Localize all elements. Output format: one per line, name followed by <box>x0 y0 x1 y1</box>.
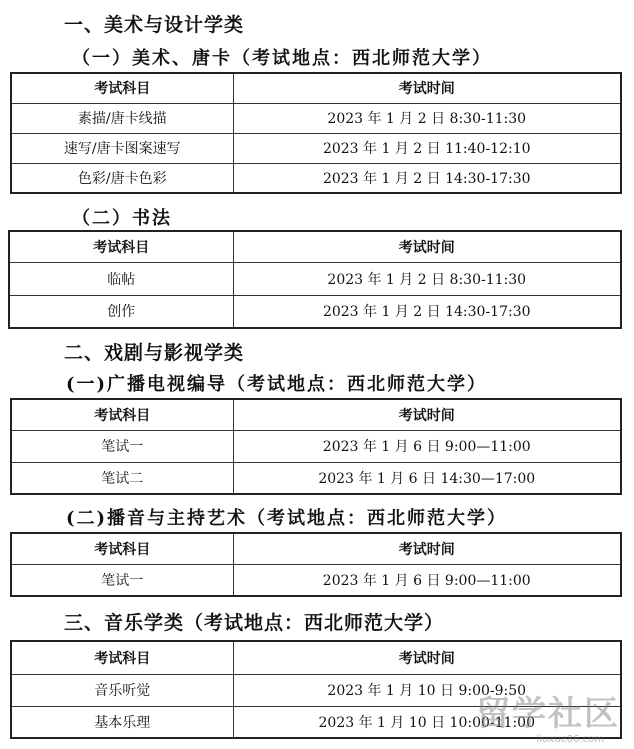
schedule-table-broadcast-directing <box>10 398 622 495</box>
subsection-title-announcing-hosting: (二)播音与主持艺术（考试地点：西北师范大学） <box>66 508 508 529</box>
table-row <box>11 163 621 193</box>
header-time: 考试时间 <box>233 533 621 564</box>
time-cell: 2023 年 1 月 6 日 9:00—11:00 <box>233 564 621 596</box>
subsection-title-broadcast-directing: (一)广播电视编导（考试地点：西北师范大学） <box>66 374 488 395</box>
subject-cell: 创作 <box>9 295 233 328</box>
table-row <box>11 462 621 494</box>
schedule-table-calligraphy <box>8 230 622 329</box>
subject-cell: 笔试一 <box>11 564 233 596</box>
section-title-drama-film: 二、戏剧与影视学类 <box>64 342 245 364</box>
header-subject: 考试科目 <box>11 533 233 564</box>
table-row <box>9 295 621 328</box>
table-row <box>11 430 621 462</box>
table-header-row <box>11 399 621 430</box>
header-time: 考试时间 <box>233 231 621 262</box>
table-row <box>11 133 621 163</box>
time-cell: 2023 年 1 月 10 日 10:00-11:00 <box>233 706 621 738</box>
time-cell: 2023 年 1 月 2 日 8:30-11:30 <box>233 262 621 295</box>
table-row <box>11 103 621 133</box>
table-header-row <box>11 73 621 103</box>
subject-cell: 速写/唐卡图案速写 <box>11 133 233 163</box>
table-header-row <box>11 533 621 564</box>
header-subject: 考试科目 <box>11 399 233 430</box>
time-cell: 2023 年 1 月 2 日 14:30-17:30 <box>233 163 621 193</box>
time-cell: 2023 年 1 月 10 日 9:00-9:50 <box>233 674 621 706</box>
time-cell: 2023 年 1 月 2 日 11:40-12:10 <box>233 133 621 163</box>
time-cell: 2023 年 1 月 6 日 9:00—11:00 <box>233 430 621 462</box>
watermark-logo: 留学社区 <box>476 694 620 734</box>
subject-cell: 基本乐理 <box>11 706 233 738</box>
time-cell: 2023 年 1 月 6 日 14:30—17:00 <box>233 462 621 494</box>
subject-cell: 色彩/唐卡色彩 <box>11 163 233 193</box>
section-title-art-design: 一、美术与设计学类 <box>64 14 245 36</box>
header-subject: 考试科目 <box>9 231 233 262</box>
table-header-row <box>11 641 621 674</box>
header-time: 考试时间 <box>233 73 621 103</box>
table-header-row <box>9 231 621 262</box>
subject-cell: 笔试一 <box>11 430 233 462</box>
header-subject: 考试科目 <box>11 641 233 674</box>
watermark-url: liuxue86.com <box>536 734 604 745</box>
subsection-title-calligraphy: （二）书法 <box>72 208 172 229</box>
subject-cell: 临帖 <box>9 262 233 295</box>
subsection-title-fine-art-thangka: （一）美术、唐卡（考试地点：西北师范大学） <box>72 48 492 69</box>
header-time: 考试时间 <box>233 641 621 674</box>
table-row <box>11 564 621 596</box>
schedule-table-announcing-hosting <box>10 532 622 597</box>
time-cell: 2023 年 1 月 2 日 14:30-17:30 <box>233 295 621 328</box>
section-title-music: 三、音乐学类（考试地点：西北师范大学） <box>64 612 445 634</box>
table-row <box>9 262 621 295</box>
subject-cell: 素描/唐卡线描 <box>11 103 233 133</box>
header-time: 考试时间 <box>233 399 621 430</box>
subject-cell: 笔试二 <box>11 462 233 494</box>
header-subject: 考试科目 <box>11 73 233 103</box>
time-cell: 2023 年 1 月 2 日 8:30-11:30 <box>233 103 621 133</box>
schedule-table-fine-art <box>10 72 622 194</box>
subject-cell: 音乐听觉 <box>11 674 233 706</box>
